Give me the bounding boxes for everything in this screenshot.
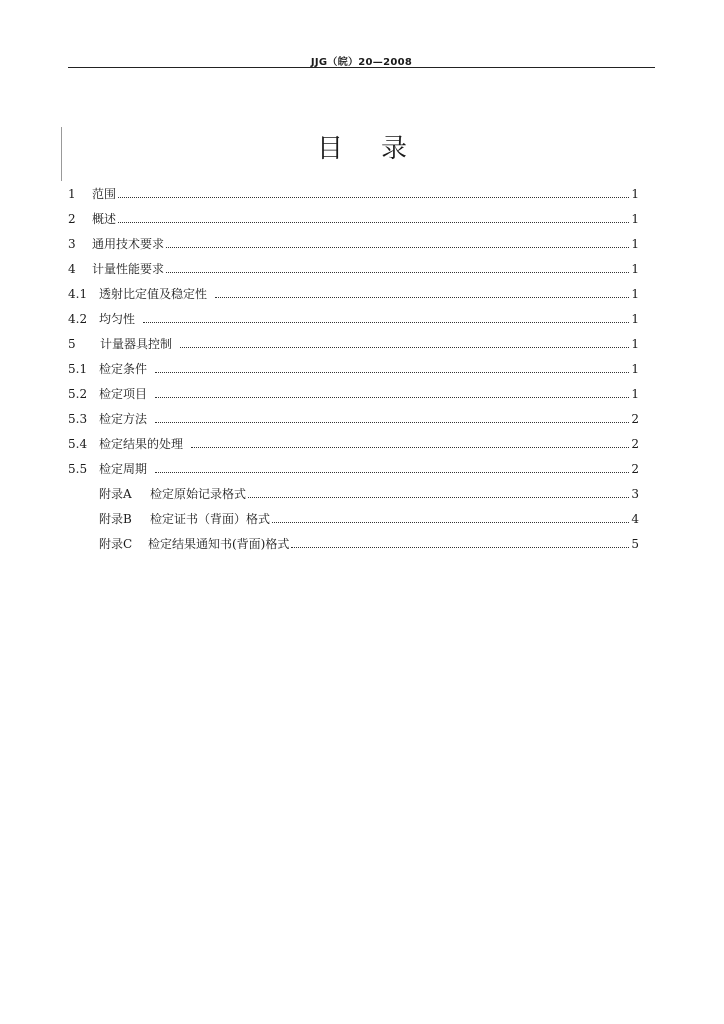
toc-page: 1 — [631, 187, 639, 201]
toc-leader — [180, 346, 629, 348]
toc-number: 4 — [68, 262, 76, 276]
toc-page: 2 — [631, 412, 639, 426]
toc-entry[interactable] — [68, 306, 639, 326]
toc-leader — [215, 296, 629, 298]
toc-label: 计量性能要求 — [92, 262, 165, 276]
toc-label: 检定结果的处理 — [99, 437, 184, 451]
toc-number: 3 — [68, 237, 76, 251]
toc-number: 5.1 — [68, 362, 88, 376]
toc-number: 5.4 — [68, 437, 88, 451]
toc-number: 4.2 — [68, 312, 88, 326]
toc-number: 5 — [68, 337, 76, 351]
toc-page: 5 — [631, 537, 639, 551]
toc-label: 检定周期 — [99, 462, 148, 476]
toc-leader — [155, 396, 629, 398]
toc-page: 3 — [631, 487, 639, 501]
toc-leader — [191, 446, 629, 448]
toc-leader — [155, 471, 629, 473]
toc-entry[interactable] — [68, 381, 639, 401]
toc-leader — [248, 496, 629, 498]
toc-entry[interactable] — [68, 356, 639, 376]
toc-page: 1 — [631, 287, 639, 301]
toc-leader — [166, 271, 629, 273]
toc-label: 通用技术要求 — [92, 237, 165, 251]
toc-page: 1 — [631, 312, 639, 326]
toc-number: 4.1 — [68, 287, 88, 301]
toc-entry[interactable] — [68, 231, 639, 251]
toc-page: 4 — [631, 512, 639, 526]
running-header: JJG（皖）20—2008 — [310, 57, 413, 68]
toc-page: 1 — [631, 262, 639, 276]
toc-number: 5.5 — [68, 462, 88, 476]
toc-entry-appendix[interactable] — [99, 531, 639, 551]
toc-leader — [291, 546, 629, 548]
page-title: 目录 — [316, 134, 445, 164]
toc-leader — [272, 521, 629, 523]
toc-label: 检定项目 — [99, 387, 148, 401]
toc-leader — [166, 246, 629, 248]
toc-label: 检定证书（背面）格式 — [150, 512, 271, 526]
toc-entry[interactable] — [68, 281, 639, 301]
toc-entry[interactable] — [68, 456, 639, 476]
toc-page: 1 — [631, 212, 639, 226]
toc-entry-appendix[interactable] — [99, 506, 639, 526]
toc-leader — [155, 371, 629, 373]
header-rule — [68, 67, 655, 68]
toc-label: 检定结果通知书(背面)格式 — [148, 537, 290, 551]
toc-entry[interactable] — [68, 331, 639, 351]
toc-label: 检定原始记录格式 — [150, 487, 247, 501]
toc-page: 2 — [631, 437, 639, 451]
toc-number: 附录C — [99, 537, 133, 551]
toc-number: 5.3 — [68, 412, 88, 426]
toc-number: 5.2 — [68, 387, 88, 401]
toc-page: 1 — [631, 362, 639, 376]
toc-number: 1 — [68, 187, 76, 201]
toc-number: 附录A — [99, 487, 132, 501]
toc-entry[interactable] — [68, 206, 639, 226]
toc-number: 附录B — [99, 512, 132, 526]
toc-page: 1 — [631, 387, 639, 401]
toc-label: 范围 — [92, 187, 117, 201]
toc-leader — [118, 221, 629, 223]
toc-page: 1 — [631, 337, 639, 351]
toc-number: 2 — [68, 212, 76, 226]
toc-leader — [143, 321, 629, 323]
toc-entry-appendix[interactable] — [99, 481, 639, 501]
toc-entry[interactable] — [68, 431, 639, 451]
toc-label: 概述 — [92, 212, 117, 226]
toc-label: 检定方法 — [99, 412, 148, 426]
toc-leader — [155, 421, 629, 423]
toc-label: 计量器具控制 — [100, 337, 173, 351]
toc-page: 2 — [631, 462, 639, 476]
toc-label: 均匀性 — [99, 312, 136, 326]
toc-entry[interactable] — [68, 181, 639, 201]
toc-label: 检定条件 — [99, 362, 148, 376]
toc-label: 透射比定值及稳定性 — [99, 287, 208, 301]
toc-entry[interactable] — [68, 256, 639, 276]
toc-entry[interactable] — [68, 406, 639, 426]
toc-leader — [118, 196, 629, 198]
toc-page: 1 — [631, 237, 639, 251]
